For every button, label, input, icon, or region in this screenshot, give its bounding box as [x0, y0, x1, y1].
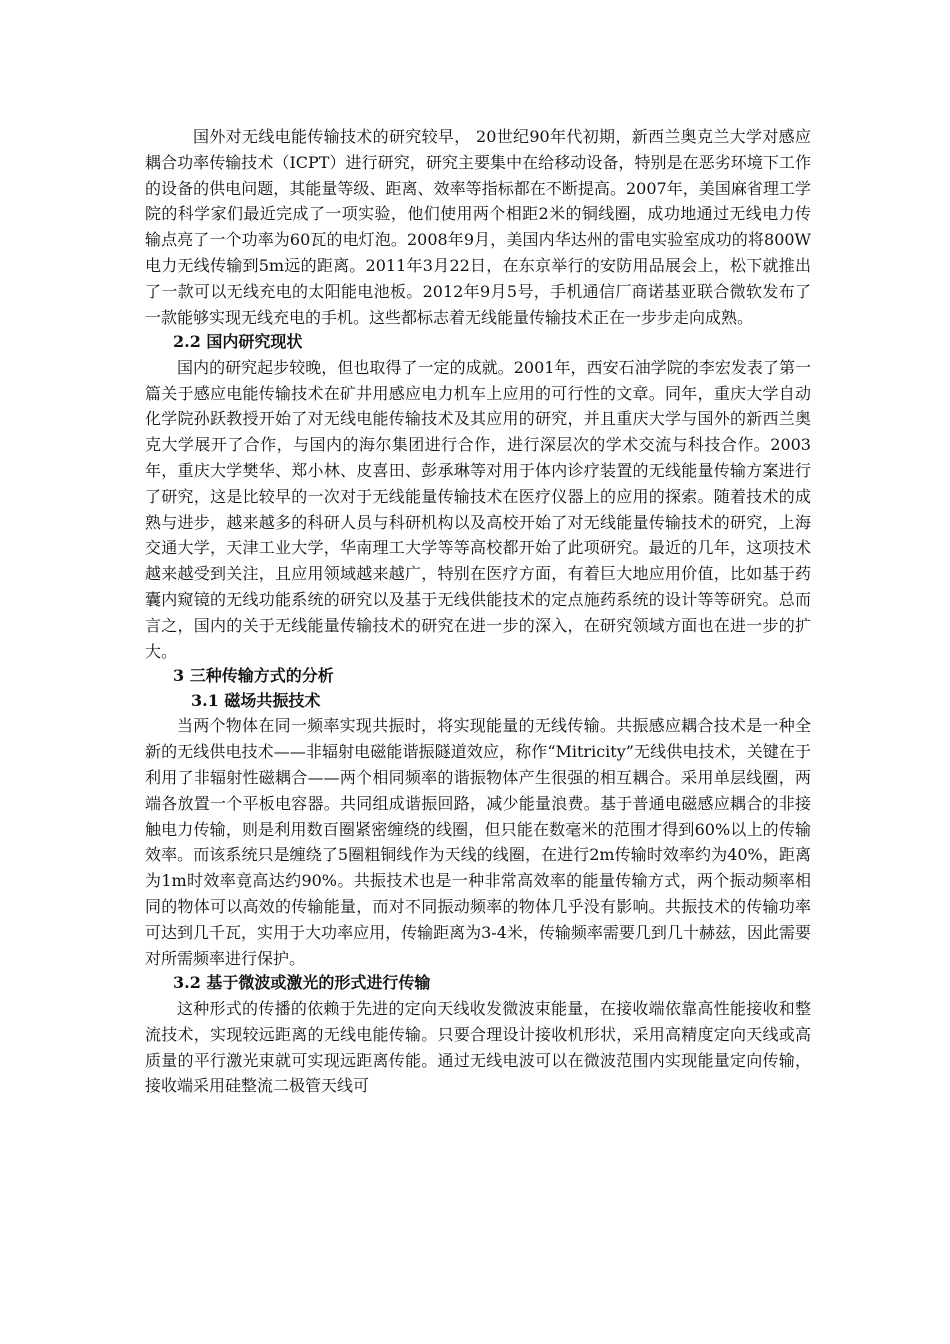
document-page	[145, 124, 811, 1099]
section-heading-3-1: 3.1 磁场共振技术	[191, 690, 321, 710]
section-heading-2-2: 2.2 国内研究现状	[173, 332, 303, 352]
paragraph-domestic-research: 国内的研究起步较晚，但也取得了一定的成就。2001年，西安石油学院的李宏发表了第一篇关于感应电能传输技术在矿井用感应电力机车上应用的可行性的文章。同年，重庆大学自动化学院孙跃教授开始了对无线电能传输技术及其应用的研究，并且重庆大学与国外的新西兰奥克大学展开了合作，与国内的海尔集团进行合作，进行深层次的学术交流与科技合作。2003年，重庆大学樊华、郑小林、皮喜田、彭承琳等对用于体内诊疗装置的无线能量传输方案进行了研究，这是比较早的一次对于无线能量传输技术在医疗仪器上的应用的探索。随着技术的成熟与进步，越来越多的科研人员与科研机构以及高校开始了对无线能量传输技术的研究，上海交通大学，天津工业大学，华南理工大学等等高校都开始了此项研究。最近的几年，这项技术越来越受到关注，且应用领域越来越广，特别在医疗方面，有着巨大地应用价值，比如基于药囊内窥镜的无线功能系统的研究以及基于无线供能技术的定点施药系统的设计等等研究。总而言之，国内的关于无线能量传输技术的研究在进一步的深入，在研究领域方面也在进一步的扩大。	[145, 357, 811, 661]
paragraph-magnetic-resonance: 当两个物体在同一频率实现共振时，将实现能量的无线传输。共振感应耦合技术是一种全新的无线供电技术——非辐射电磁能谐振隧道效应，称作“Mitricity”无线供电技术，关键在于利用了非辐射性磁耦合——两个相同频率的谐振物体产生很强的相互耦合。采用单层线圈，两端各放置一个平板电容器。共同组成谐振回路，减少能量浪费。基于普通电磁感应耦合的非接触电力传输，则是利用数百圈紧密缠绕的线圈，但只能在数毫米的范围才得到60%以上的传输效率。而该系统只是缠绕了5圈粗铜线作为天线的线圈，在进行2m传输时效率约为40%，距离为1m时效率竟高达约90%。共振技术也是一种非常高效率的能量传输方式，两个振动频率相同的物体可以高效的传输能量，而对不同振动频率的物体几乎没有影响。共振技术的传输功率可达到几千瓦，实用于大功率应用，传输距离为3-4米，传输频率需要几到几十赫兹，因此需要对所需频率进行保护。	[145, 716, 811, 968]
paragraph-microwave-laser: 这种形式的传播的依赖于先进的定向天线收发微波束能量，在接收端依靠高性能接收和整流技术，实现较远距离的无线电能传输。只要合理设计接收机形状，采用高精度定向天线或高质量的平行激光束就可实现远距离传能。通过无线电波可以在微波范围内实现能量定向传输，接收端采用硅整流二极管天线可	[145, 998, 811, 1096]
section-heading-3: 3 三种传输方式的分析	[173, 666, 334, 686]
paragraph-international-research: 国外对无线电能传输技术的研究较早， 20世纪90年代初期，新西兰奥克兰大学对感应耦合功率传输技术（ICPT）进行研究，研究主要集中在给移动设备，特别是在恶劣环境下工作的设备的供电问题，其能量等级、距离、效率等指标都在不断提高。2007年，美国麻省理工学院的科学家们最近完成了一项实验，他们使用两个相距2米的铜线圈，成功地通过无线电力传输点亮了一个功率为60瓦的电灯泡。2008年9月，美国内华达州的雷电实验室成功的将800W电力无线传输到5m远的距离。2011年3月22日，在东京举行的安防用品展会上，松下就推出了一款可以无线充电的太阳能电池板。2012年9月5号，手机通信厂商诺基亚联合微软发布了一款能够实现无线充电的手机。这些都标志着无线能量传输技术正在一步步走向成熟。	[145, 127, 811, 327]
section-heading-3-2: 3.2 基于微波或激光的形式进行传输	[173, 973, 431, 993]
